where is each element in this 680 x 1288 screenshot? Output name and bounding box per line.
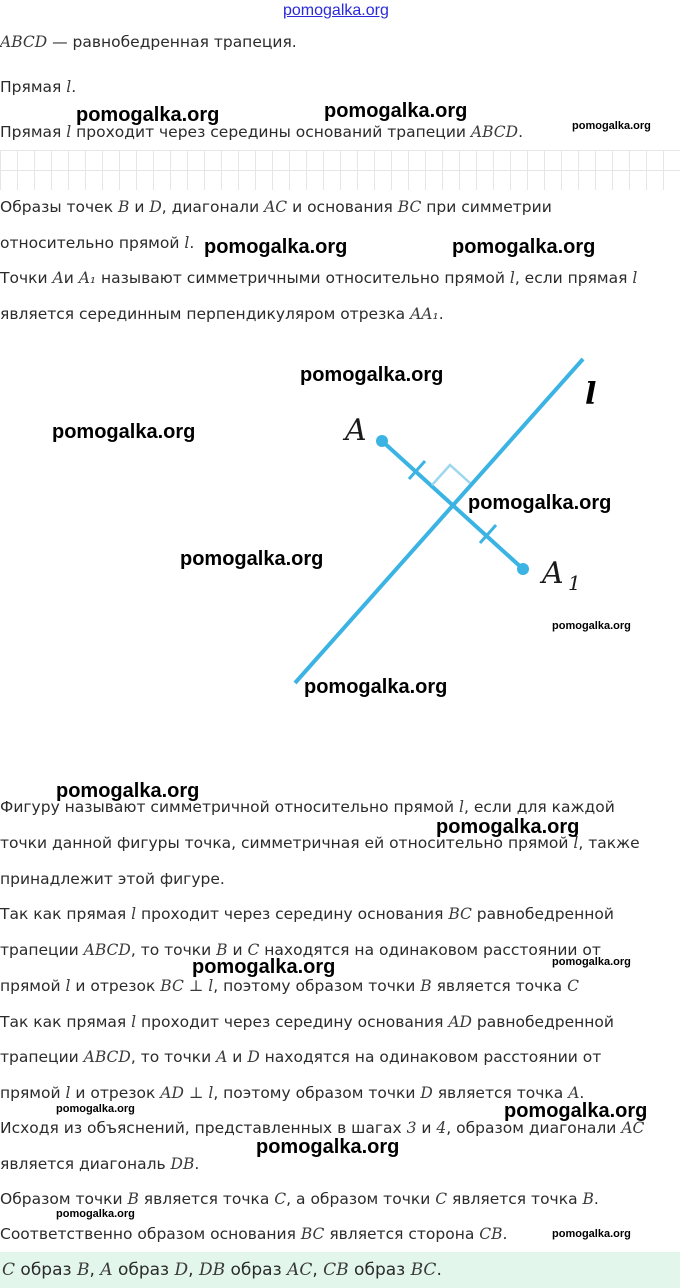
- watermark: pomogalka.org: [192, 956, 336, 978]
- text-fragment: и основания: [287, 198, 398, 216]
- text-fragment: является точка: [432, 1084, 569, 1102]
- text-line: [0, 33, 297, 51]
- label-a: A: [345, 413, 367, 448]
- text-fragment: является точка: [138, 1190, 275, 1208]
- text-fragment: .: [194, 1155, 200, 1173]
- math-symbol: C: [2, 1260, 16, 1280]
- math-symbol: BC: [448, 905, 472, 923]
- text-fragment: .: [189, 234, 195, 252]
- watermark: pomogalka.org: [56, 1208, 135, 1220]
- text-fragment: образ: [348, 1260, 411, 1280]
- text-fragment: и отрезок: [70, 977, 161, 995]
- text-fragment: прямой: [0, 1084, 66, 1102]
- watermark: pomogalka.org: [324, 100, 468, 122]
- label-a1-subscript: 1: [568, 571, 581, 595]
- math-symbol: ABCD: [83, 941, 131, 959]
- math-symbol: l: [131, 1013, 137, 1031]
- math-symbol: ABCD: [0, 33, 48, 51]
- math-symbol: A: [216, 1048, 228, 1066]
- math-symbol: C: [435, 1190, 448, 1208]
- math-symbol: AD: [448, 1013, 472, 1031]
- text-fragment: Исходя из объяснений, представленных в шагах: [0, 1119, 407, 1137]
- text-fragment: , поэтому образом точки: [213, 977, 421, 995]
- text-fragment: Образы точек: [0, 198, 118, 216]
- text-fragment: .: [438, 305, 444, 323]
- text-fragment: Прямая: [0, 78, 67, 96]
- text-fragment: — равнобедренная трапеция.: [47, 33, 297, 51]
- math-symbol: CB: [323, 1260, 349, 1280]
- watermark: pomogalka.org: [180, 548, 324, 570]
- text-fragment: и: [63, 269, 79, 287]
- math-symbol: ABCD: [470, 123, 519, 141]
- text-fragment: и: [227, 941, 248, 959]
- text-fragment: и отрезок: [70, 1084, 161, 1102]
- text-fragment: Так как прямая: [0, 905, 132, 923]
- text-fragment: проходит через середины оснований трапеции: [71, 123, 471, 141]
- text-line: [0, 1155, 199, 1173]
- math-symbol: A: [100, 1260, 113, 1280]
- math-symbol: AC: [287, 1260, 313, 1280]
- math-symbol: l: [184, 234, 190, 252]
- watermark: pomogalka.org: [52, 421, 196, 443]
- watermark: pomogalka.org: [304, 676, 448, 698]
- text-line: [0, 1013, 614, 1031]
- math-symbol: D: [420, 1084, 433, 1102]
- text-fragment: Фигуру называют симметричной относительно прямой: [0, 798, 460, 816]
- text-fragment: .: [518, 123, 524, 141]
- watermark: pomogalka.org: [452, 236, 596, 258]
- math-symbol: AC: [264, 198, 288, 216]
- text-fragment: прямой: [0, 977, 66, 995]
- text-line: [0, 198, 552, 216]
- symmetry-figure: [0, 340, 680, 720]
- math-symbol: B: [582, 1190, 594, 1208]
- text-fragment: и: [129, 198, 150, 216]
- text-fragment: находятся на одинаковом расстоянии от: [259, 941, 601, 959]
- text-fragment: .: [579, 1084, 585, 1102]
- header-site-link[interactable]: pomogalka.org: [283, 2, 389, 19]
- math-symbol: l: [131, 905, 137, 923]
- text-fragment: относительно прямой: [0, 234, 185, 252]
- watermark: pomogalka.org: [56, 1103, 135, 1115]
- grid-divider: [0, 150, 680, 190]
- text-fragment: , также: [578, 834, 640, 852]
- text-fragment: является серединным перпендикуляром отрезка: [0, 305, 411, 323]
- text-fragment: является точка: [431, 977, 568, 995]
- text-fragment: трапеции: [0, 1048, 84, 1066]
- watermark: pomogalka.org: [552, 1228, 631, 1240]
- math-symbol: D: [174, 1260, 189, 1280]
- text-line: [0, 1190, 599, 1208]
- watermark: pomogalka.org: [504, 1100, 648, 1122]
- math-symbol: C: [274, 1190, 287, 1208]
- text-fragment: ,: [312, 1260, 324, 1280]
- math-symbol: D: [149, 198, 162, 216]
- math-symbol: B: [420, 977, 432, 995]
- watermark: pomogalka.org: [436, 816, 580, 838]
- text-fragment: и: [227, 1048, 248, 1066]
- text-fragment: , а образом точки: [286, 1190, 436, 1208]
- text-fragment: ,: [89, 1260, 101, 1280]
- text-fragment: находятся на одинаковом расстоянии от: [259, 1048, 602, 1066]
- math-symbol: A: [568, 1084, 580, 1102]
- text-fragment: образ: [225, 1260, 288, 1280]
- point-a: [376, 435, 388, 447]
- text-fragment: .: [436, 1260, 442, 1280]
- text-line: [0, 1225, 507, 1243]
- text-fragment: является точка: [447, 1190, 583, 1208]
- text-fragment: Соответственно образом основания: [0, 1225, 301, 1243]
- watermark: pomogalka.org: [76, 104, 220, 126]
- math-symbol: A₁: [78, 269, 97, 287]
- text-fragment: точки данной фигуры точка, симметричная ей относительно прямой: [0, 834, 574, 852]
- math-symbol: ABCD: [83, 1048, 131, 1066]
- math-symbol: BC: [300, 1225, 325, 1243]
- math-symbol: l: [509, 269, 515, 287]
- watermark: pomogalka.org: [552, 956, 631, 968]
- text-fragment: принадлежит этой фигуре.: [0, 870, 225, 888]
- math-symbol: 4: [436, 1119, 447, 1137]
- text-fragment: , образом диагонали: [446, 1119, 622, 1137]
- math-symbol: CB: [479, 1225, 503, 1243]
- math-symbol: C: [567, 977, 579, 995]
- math-symbol: BC: [397, 198, 422, 216]
- answer-text: [2, 1260, 442, 1280]
- text-fragment: .: [71, 78, 77, 96]
- text-fragment: является сторона: [324, 1225, 480, 1243]
- math-symbol: AC: [621, 1119, 645, 1137]
- text-fragment: , если прямая: [514, 269, 633, 287]
- text-fragment: , то точки: [130, 1048, 217, 1066]
- math-symbol: B: [118, 198, 130, 216]
- text-fragment: , если для каждой: [463, 798, 615, 816]
- math-symbol: AD ⊥ l: [160, 1084, 214, 1102]
- math-symbol: B: [216, 941, 228, 959]
- text-line: [0, 305, 444, 323]
- text-line: [0, 1048, 601, 1066]
- math-symbol: l: [573, 834, 579, 852]
- axis-line-l: [295, 359, 583, 683]
- math-symbol: l: [459, 798, 464, 816]
- text-line: [0, 269, 637, 287]
- text-line: [0, 234, 194, 252]
- right-angle-mark: [432, 465, 470, 485]
- text-fragment: трапеции: [0, 941, 84, 959]
- watermark: pomogalka.org: [300, 364, 444, 386]
- math-symbol: BC: [410, 1260, 437, 1280]
- watermark: pomogalka.org: [552, 620, 631, 632]
- text-line: [0, 977, 579, 995]
- label-a1: A: [542, 556, 564, 591]
- text-fragment: равнобедренной: [471, 905, 614, 923]
- math-symbol: B: [127, 1190, 139, 1208]
- text-fragment: Прямая: [0, 123, 67, 141]
- text-fragment: является диагональ: [0, 1155, 171, 1173]
- label-l: l: [585, 377, 597, 412]
- text-line: [0, 1084, 584, 1102]
- watermark: pomogalka.org: [256, 1136, 400, 1158]
- math-symbol: AA₁: [410, 305, 439, 323]
- math-symbol: B: [76, 1260, 90, 1280]
- math-symbol: DB: [170, 1155, 195, 1173]
- text-fragment: и: [416, 1119, 437, 1137]
- text-fragment: равнобедренной: [471, 1013, 614, 1031]
- point-a1: [517, 563, 529, 575]
- watermark: pomogalka.org: [572, 120, 651, 132]
- math-symbol: A: [52, 269, 64, 287]
- math-symbol: C: [247, 941, 260, 959]
- math-symbol: BC ⊥ l: [160, 977, 214, 995]
- math-symbol: l: [632, 269, 638, 287]
- text-fragment: Образом точки: [0, 1190, 128, 1208]
- math-symbol: D: [247, 1048, 260, 1066]
- math-symbol: l: [66, 123, 72, 141]
- text-line: [0, 78, 76, 96]
- watermark: pomogalka.org: [468, 492, 612, 514]
- text-fragment: Так как прямая: [0, 1013, 132, 1031]
- text-fragment: образ: [112, 1260, 175, 1280]
- text-fragment: Точки: [0, 269, 53, 287]
- text-fragment: проходит через середину основания: [136, 905, 449, 923]
- text-fragment: образ: [15, 1260, 77, 1280]
- text-fragment: ,: [188, 1260, 199, 1280]
- text-line: [0, 905, 614, 923]
- text-fragment: .: [502, 1225, 508, 1243]
- text-fragment: при симметрии: [421, 198, 552, 216]
- watermark: pomogalka.org: [204, 236, 348, 258]
- math-symbol: l: [65, 977, 71, 995]
- text-fragment: , поэтому образом точки: [213, 1084, 421, 1102]
- math-symbol: l: [66, 78, 72, 96]
- watermark: pomogalka.org: [56, 780, 200, 802]
- math-symbol: 3: [406, 1119, 417, 1137]
- math-symbol: DB: [198, 1260, 226, 1280]
- text-fragment: , то точки: [130, 941, 217, 959]
- math-symbol: l: [65, 1084, 71, 1102]
- text-fragment: называют симметричными относительно прямой: [96, 269, 510, 287]
- text-fragment: проходит через середину основания: [136, 1013, 449, 1031]
- text-fragment: , диагонали: [161, 198, 265, 216]
- text-fragment: .: [593, 1190, 599, 1208]
- text-line: [0, 870, 225, 888]
